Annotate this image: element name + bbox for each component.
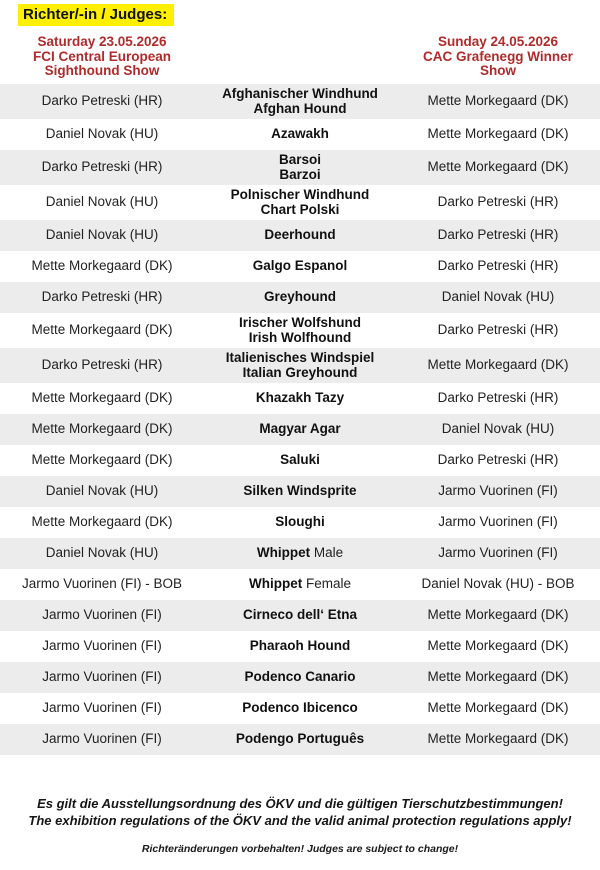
judge-sunday-cell: Jarmo Vuorinen (FI) <box>438 514 558 530</box>
sunday-show-name-line1: CAC Grafenegg Winner <box>423 48 573 64</box>
breed-name: Khazakh Tazy <box>255 390 345 406</box>
breed-line <box>204 365 396 381</box>
table-row <box>0 348 600 383</box>
breed-line <box>204 669 396 685</box>
breed-line <box>204 167 396 183</box>
breed-line <box>204 514 396 530</box>
header-spacer <box>204 35 396 79</box>
table-row <box>0 507 600 538</box>
breed-cell <box>204 483 396 499</box>
judge-saturday-cell: Jarmo Vuorinen (FI) <box>42 700 162 716</box>
breed-line <box>204 86 396 102</box>
judge-saturday-cell: Mette Morkegaard (DK) <box>31 258 173 274</box>
breed-cell <box>204 126 396 142</box>
breed-line <box>204 350 396 366</box>
breed-name: Italian Greyhound <box>242 365 358 380</box>
sunday-show-header <box>396 35 600 79</box>
judge-sunday-cell: Mette Morkegaard (DK) <box>427 126 569 142</box>
judge-saturday-cell: Daniel Novak (HU) <box>45 126 159 142</box>
breed-cell <box>204 545 396 561</box>
table-row <box>0 600 600 631</box>
judges-table <box>0 84 600 755</box>
judge-saturday-cell: Mette Morkegaard (DK) <box>31 452 173 468</box>
judge-sunday-cell: Daniel Novak (HU) <box>441 421 555 437</box>
sunday-date: Sunday 24.05.2026 <box>437 34 559 49</box>
table-row <box>0 251 600 282</box>
table-row <box>0 724 600 755</box>
breed-name: Podenco Canario <box>244 669 356 685</box>
judge-sunday-cell: Darko Petreski (HR) <box>437 227 559 243</box>
breed-name: Greyhound <box>263 289 336 305</box>
table-row <box>0 119 600 150</box>
breed-cell <box>204 421 396 437</box>
judge-saturday-cell: Darko Petreski (HR) <box>41 289 163 305</box>
table-row <box>0 84 600 119</box>
breed-cell <box>204 86 396 117</box>
breed-cell <box>204 187 396 218</box>
judge-sunday-cell: Jarmo Vuorinen (FI) <box>438 545 558 561</box>
breed-line <box>204 152 396 168</box>
table-row <box>0 414 600 445</box>
title-row <box>0 0 600 26</box>
breed-cell <box>204 390 396 406</box>
judge-saturday-cell: Jarmo Vuorinen (FI) - BOB <box>21 576 183 592</box>
breed-line <box>204 731 396 747</box>
judge-saturday-cell: Mette Morkegaard (DK) <box>31 390 173 406</box>
judge-sunday-cell: Darko Petreski (HR) <box>437 258 559 274</box>
judge-sunday-cell: Mette Morkegaard (DK) <box>427 357 569 373</box>
breed-cell <box>204 452 396 468</box>
judge-sunday-cell: Mette Morkegaard (DK) <box>427 700 569 716</box>
breed-name: Barsoi <box>278 151 322 167</box>
judge-saturday-cell: Daniel Novak (HU) <box>45 483 159 499</box>
judge-sunday-cell: Darko Petreski (HR) <box>437 452 559 468</box>
breed-line <box>204 258 396 274</box>
breed-name: Galgo Espanol <box>252 258 348 274</box>
breed-name: Podenco Ibicenco <box>242 700 358 716</box>
breed-name: Sloughi <box>275 514 325 530</box>
table-row <box>0 476 600 507</box>
show-headers <box>0 35 600 79</box>
judge-sunday-cell: Jarmo Vuorinen (FI) <box>438 483 558 499</box>
breed-name: Cirneco dell‘ Etna <box>242 607 358 623</box>
breed-cell <box>204 731 396 747</box>
breed-name: Pharaoh Hound <box>249 638 351 654</box>
breed-name: Podengo Português <box>235 731 365 747</box>
regulations-line-german: Es gilt die Ausstellungsordnung des ÖKV und die gültigen Tierschutzbestimmungen! <box>37 795 563 811</box>
judge-saturday-cell: Mette Morkegaard (DK) <box>31 421 173 437</box>
breed-cell <box>204 227 396 243</box>
breed-line <box>204 576 396 592</box>
judge-saturday-cell: Darko Petreski (HR) <box>41 159 163 175</box>
table-row <box>0 631 600 662</box>
breed-line <box>204 452 396 468</box>
breed-cell <box>204 607 396 623</box>
breed-sex-label: Male <box>310 545 344 561</box>
table-row <box>0 693 600 724</box>
judge-saturday-cell: Jarmo Vuorinen (FI) <box>42 607 162 623</box>
breed-name: Irischer Wolfshund <box>238 314 361 330</box>
judge-saturday-cell: Jarmo Vuorinen (FI) <box>42 638 162 654</box>
breed-sex-label: Female <box>302 576 352 592</box>
judges-change-note: Richteränderungen vorbehalten! Judges are subject to change! <box>141 842 459 855</box>
judge-sunday-cell: Mette Morkegaard (DK) <box>427 638 569 654</box>
judge-saturday-cell: Daniel Novak (HU) <box>45 227 159 243</box>
page-title: Richter/-in / Judges: <box>18 4 174 26</box>
judge-sunday-cell: Mette Morkegaard (DK) <box>427 607 569 623</box>
table-row <box>0 282 600 313</box>
judge-saturday-cell: Daniel Novak (HU) <box>45 545 159 561</box>
breed-cell <box>204 576 396 592</box>
breed-name: Azawakh <box>271 126 329 142</box>
saturday-show-name-line2: Sighthound Show <box>44 63 160 78</box>
breed-line <box>204 187 396 203</box>
judge-saturday-cell: Jarmo Vuorinen (FI) <box>42 731 162 747</box>
breed-name: Deerhound <box>264 227 336 243</box>
saturday-show-header <box>0 35 204 79</box>
breed-cell <box>204 289 396 305</box>
table-row <box>0 220 600 251</box>
breed-name: Silken Windsprite <box>243 483 357 499</box>
breed-line <box>204 483 396 499</box>
table-row <box>0 569 600 600</box>
breed-line <box>204 390 396 406</box>
breed-line <box>204 700 396 716</box>
breed-name: Italienisches Windspiel <box>225 349 375 365</box>
judge-sunday-cell: Mette Morkegaard (DK) <box>427 669 569 685</box>
breed-cell <box>204 258 396 274</box>
breed-name: Magyar Agar <box>259 421 341 437</box>
table-row <box>0 445 600 476</box>
table-row <box>0 313 600 348</box>
judge-saturday-cell: Darko Petreski (HR) <box>41 357 163 373</box>
judge-sunday-cell: Mette Morkegaard (DK) <box>427 93 569 109</box>
table-row <box>0 538 600 569</box>
breed-line <box>204 421 396 437</box>
judge-sunday-cell: Mette Morkegaard (DK) <box>427 159 569 175</box>
breed-cell <box>204 669 396 685</box>
breed-line <box>204 101 396 117</box>
judge-sunday-cell: Darko Petreski (HR) <box>437 194 559 210</box>
judge-sunday-cell: Darko Petreski (HR) <box>437 390 559 406</box>
sunday-show-name-line2: Show <box>480 63 516 78</box>
breed-cell <box>204 350 396 381</box>
breed-cell <box>204 700 396 716</box>
breed-name: Irish Wolfhound <box>248 330 352 345</box>
breed-line <box>204 227 396 243</box>
saturday-date: Saturday 23.05.2026 <box>37 34 167 49</box>
breed-line <box>204 638 396 654</box>
judge-saturday-cell: Daniel Novak (HU) <box>45 194 159 210</box>
regulations-line-english: The exhibition regulations of the ÖKV and the valid animal protection regulations apply! <box>28 812 572 828</box>
breed-cell <box>204 315 396 346</box>
breed-name: Whippet <box>248 576 303 592</box>
judge-saturday-cell: Mette Morkegaard (DK) <box>31 514 173 530</box>
table-row <box>0 150 600 185</box>
breed-line <box>204 545 396 561</box>
judge-saturday-cell: Darko Petreski (HR) <box>41 93 163 109</box>
breed-name: Afghanischer Windhund <box>222 85 378 101</box>
breed-line <box>204 126 396 142</box>
saturday-show-name-line1: FCI Central European <box>32 48 172 64</box>
judge-saturday-cell: Mette Morkegaard (DK) <box>31 322 173 338</box>
breed-name: Saluki <box>280 452 320 468</box>
breed-name: Chart Polski <box>260 202 340 217</box>
judge-sunday-cell: Darko Petreski (HR) <box>437 322 559 338</box>
breed-name: Polnischer Windhund <box>230 186 370 202</box>
judge-sunday-cell: Daniel Novak (HU) - BOB <box>421 576 575 592</box>
table-row <box>0 383 600 414</box>
breed-line <box>204 202 396 218</box>
table-row <box>0 662 600 693</box>
breed-name: Barzoi <box>279 167 321 182</box>
judge-saturday-cell: Jarmo Vuorinen (FI) <box>42 669 162 685</box>
breed-line <box>204 289 396 305</box>
breed-line <box>204 607 396 623</box>
breed-cell <box>204 638 396 654</box>
breed-line <box>204 330 396 346</box>
breed-name: Afghan Hound <box>253 101 347 116</box>
table-row <box>0 185 600 220</box>
breed-line <box>204 315 396 331</box>
breed-cell <box>204 514 396 530</box>
breed-cell <box>204 152 396 183</box>
judge-sunday-cell: Daniel Novak (HU) <box>441 289 555 305</box>
footer <box>0 795 600 855</box>
judge-sunday-cell: Mette Morkegaard (DK) <box>427 731 569 747</box>
breed-name: Whippet <box>256 545 311 561</box>
